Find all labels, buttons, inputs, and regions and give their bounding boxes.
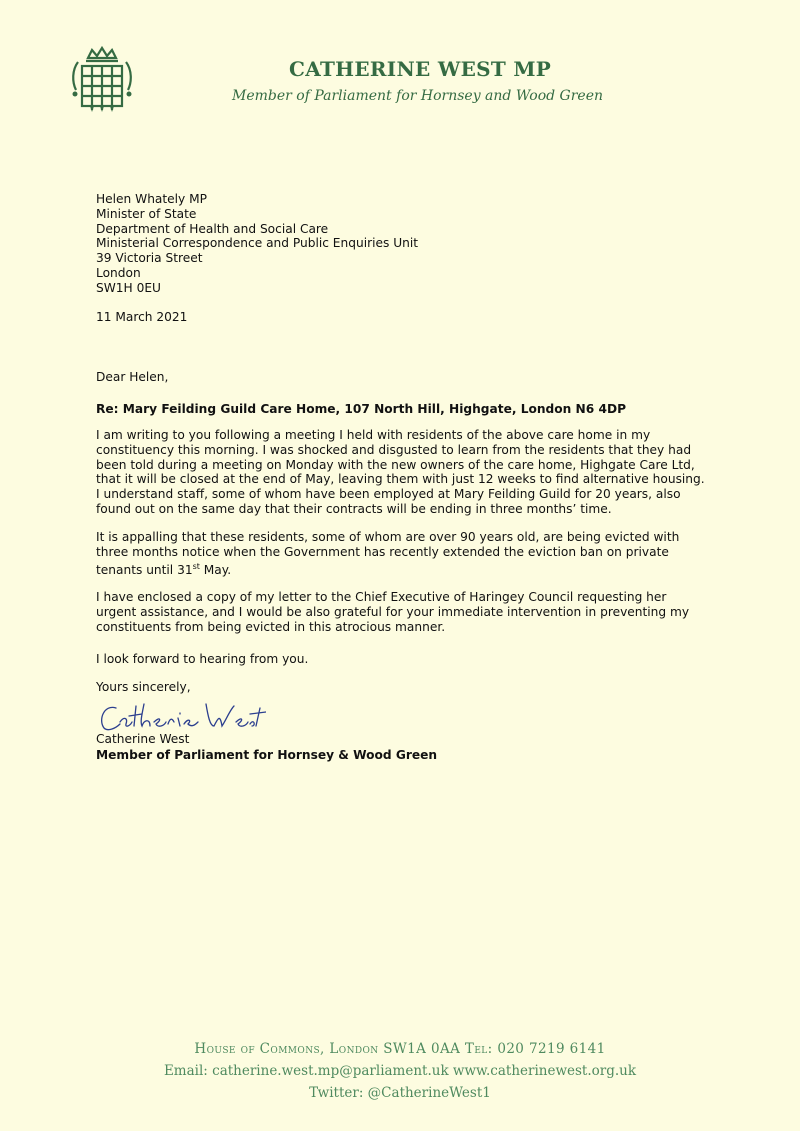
body-paragraph: I am writing to you following a meeting I held with residents of the above care home in my constituency this morning. I was shocked and disgusted to learn from the residents that they had been told during a meeting on Monday with the new owners of the care home, Highgate Care Ltd, that it will be closed at the end of May, leaving them with just 12 weeks to find alternative housing. I understand staff, some of whom have been employed at Mary Feilding Guild for 20 years, also found out on the same day that their contracts will be ending in three months’ time.: [96, 428, 705, 516]
closing: Yours sincerely,: [96, 680, 191, 694]
signatory-title: Member of Parliament for Hornsey & Wood Green: [96, 748, 438, 762]
footer-twitter: Twitter: @CatherineWest1: [309, 1085, 491, 1101]
address-line: Ministerial Correspondence and Public Enquiries Unit: [96, 236, 419, 251]
address-line: SW1H 0EU: [96, 280, 161, 295]
subject-line: Re: Mary Feilding Guild Care Home, 107 North Hill, Highgate, London N6 4DP: [96, 402, 627, 416]
paragraph-text: May.: [199, 562, 232, 577]
recipient-address: [96, 192, 418, 296]
paragraph-text: It is appalling that these residents, some of whom are over 90 years old, are being evicted with three months notice when the Government has recently extended the eviction ban on private tenants until 31: [96, 530, 680, 577]
address-line: Minister of State: [96, 206, 197, 221]
body-paragraph: [96, 530, 708, 577]
address-line: Helen Whately MP: [96, 192, 208, 206]
letter-date: 11 March 2021: [96, 310, 188, 324]
address-line: London: [96, 265, 141, 280]
address-line: Department of Health and Social Care: [96, 221, 329, 236]
portcullis-icon: [66, 44, 138, 116]
body-paragraph: I have enclosed a copy of my letter to the Chief Executive of Haringey Council requesting her urgent assistance, and I would be also grateful for your immediate intervention in preventing my constituents from being evicted in this atrocious manner.: [96, 590, 690, 634]
body-paragraph: I look forward to hearing from you.: [96, 652, 309, 666]
letterhead-subtitle: Member of Parliament for Hornsey and Wood Green: [232, 88, 604, 104]
footer-address: House of Commons, London SW1A 0AA Tel: 020 7219 6141: [194, 1041, 606, 1057]
address-line: 39 Victoria Street: [96, 251, 203, 266]
handwritten-signature: [96, 696, 266, 736]
letterhead-name: CATHERINE WEST MP: [289, 57, 552, 81]
footer-contact: Email: catherine.west.mp@parliament.uk www.catherinewest.org.uk: [163, 1063, 637, 1079]
salutation: Dear Helen,: [96, 370, 169, 384]
signatory-name: Catherine West: [96, 732, 190, 746]
ordinal-suffix: st: [192, 561, 200, 571]
